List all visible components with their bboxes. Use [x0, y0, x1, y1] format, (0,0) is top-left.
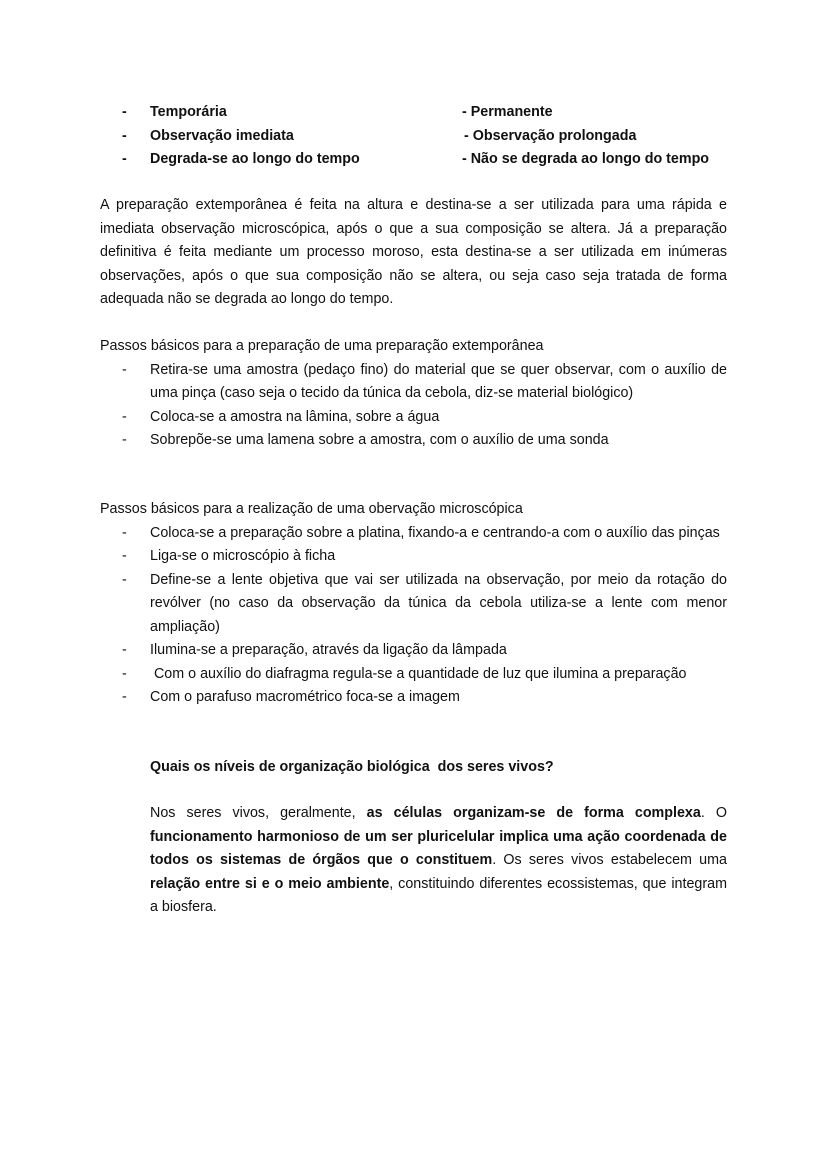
- question-section: [150, 756, 727, 780]
- bullet-dash: -: [122, 548, 127, 564]
- comparison-left: Observação imediata: [150, 127, 294, 144]
- comparison-row: [100, 148, 740, 172]
- answer-section: [150, 802, 727, 920]
- list-item-text: Com o parafuso macrométrico foca-se a imagem: [150, 689, 460, 705]
- list-item: [100, 639, 727, 663]
- answer-emphasis: as células organizam-se de forma complexa: [366, 805, 701, 821]
- list-item-text: Retira-se uma amostra (pedaço fino) do material que se quer observar, com o auxílio de uma pinça (caso seja o tecido da túnica da cebola, diz-se material biológico): [150, 361, 727, 401]
- answer-text: Nos seres vivos, geralmente,: [150, 805, 367, 821]
- intro-section: [100, 194, 727, 312]
- comparison-row: [100, 101, 740, 125]
- answer-emphasis: funcionamento harmonioso de um ser pluricelular implica uma ação coordenada de todos os sistemas de órgãos que o constituem: [150, 828, 727, 868]
- list-item-text: Com o auxílio do diafragma regula-se a quantidade de luz que ilumina a preparação: [150, 665, 687, 682]
- bullet-dash: -: [122, 151, 127, 167]
- bullet-dash: -: [122, 524, 127, 541]
- comparison-left: Temporária: [150, 104, 227, 120]
- observation-steps-list: [100, 522, 727, 710]
- list-item: [100, 359, 727, 406]
- list-item-text: Liga-se o microscópio à ficha: [150, 548, 336, 564]
- bullet-dash: -: [122, 665, 127, 682]
- answer-emphasis: relação entre si e o meio ambiente: [150, 875, 390, 892]
- list-item-text: Define-se a lente objetiva que vai ser utilizada na observação, por meio da rotação do revólver (no caso da observação da túnica da cebola utiliza-se a lente com menor ampliação): [150, 571, 727, 635]
- section-heading: Passos básicos para a realização de uma obervação microscópica: [100, 501, 523, 517]
- bullet-dash: -: [122, 104, 127, 120]
- bullet-dash: -: [122, 432, 127, 448]
- list-item-text: Coloca-se a amostra na lâmina, sobre a água: [150, 408, 440, 425]
- list-item: [100, 686, 727, 710]
- bullet-dash: -: [122, 408, 127, 425]
- section-heading: Passos básicos para a preparação de uma preparação extemporânea: [100, 338, 544, 354]
- list-item: [100, 663, 727, 687]
- answer-paragraph: [150, 802, 727, 920]
- bullet-dash: -: [122, 571, 127, 588]
- intro-paragraph: A preparação extemporânea é feita na altura e destina-se a ser utilizada para uma rápida e imediata observação microscópica, após o que a sua composição se altera. Já a preparação definitiva é feita mediante um processo moroso, esta destina-se a ser utilizada em inúmeras observações, após o que sua composição não se altera, ou seja caso seja tratada de forma adequada não se degrada ao longo do tempo.: [100, 197, 727, 307]
- list-item-text: Sobrepõe-se uma lamena sobre a amostra, com o auxílio de uma sonda: [150, 432, 609, 448]
- comparison-left: Degrada-se ao longo do tempo: [150, 151, 360, 167]
- list-item: [100, 522, 727, 546]
- list-item: [100, 569, 727, 640]
- answer-text: . O: [700, 805, 727, 821]
- answer-text: . Os seres vivos estabelecem uma: [492, 852, 727, 868]
- comparison-right: - Observação prolongada: [464, 127, 637, 144]
- comparison-row: [100, 125, 740, 149]
- list-item: [100, 429, 727, 453]
- comparison-right: - Permanente: [462, 104, 553, 120]
- question-title: Quais os níveis de organização biológica dos seres vivos?: [150, 759, 554, 775]
- list-item: [100, 545, 727, 569]
- preparation-steps-section: [100, 335, 727, 453]
- preparation-steps-list: [100, 359, 727, 453]
- list-item: [100, 406, 727, 430]
- bullet-dash: -: [122, 361, 127, 378]
- comparison-right: - Não se degrada ao longo do tempo: [462, 151, 710, 167]
- bullet-dash: -: [122, 689, 127, 705]
- bullet-dash: -: [122, 127, 127, 144]
- list-item-text: Ilumina-se a preparação, através da ligação da lâmpada: [150, 642, 507, 658]
- comparison-list: [100, 101, 740, 172]
- bullet-dash: -: [122, 642, 127, 658]
- list-item-text: Coloca-se a preparação sobre a platina, fixando-a e centrando-a com o auxílio das pinças: [150, 524, 720, 541]
- answer-text: , constituindo diferentes ecossistemas, que integram a biosfera.: [150, 875, 728, 915]
- observation-steps-section: [100, 498, 727, 710]
